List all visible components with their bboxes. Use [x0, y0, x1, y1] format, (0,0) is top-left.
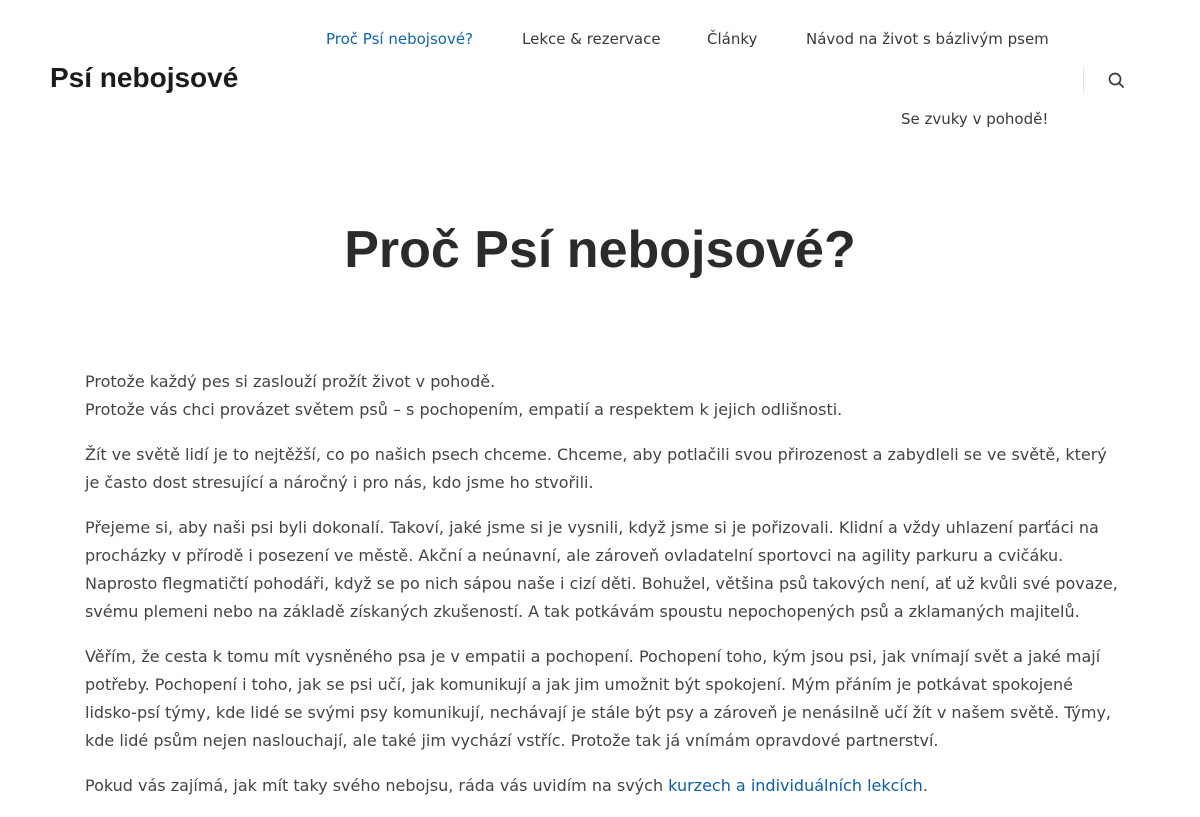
nav-item-clanky[interactable]: Články [707, 30, 758, 48]
cta-period: . [922, 776, 928, 795]
intro-paragraph [85, 368, 1125, 424]
nav-item-navod[interactable]: Návod na život s bázlivým psem [806, 30, 1049, 48]
courses-link[interactable]: kurzech a individuálních lekcích [668, 776, 923, 795]
page-title: Proč Psí nebojsové? [344, 221, 856, 279]
nav-divider [1083, 67, 1084, 93]
paragraph-pokud-vas-zajima [85, 772, 1125, 800]
paragraph-zit-ve-svete: Žít ve světě lidí je to nejtěžší, co po našich psech chceme. Chceme, aby potlačili svou přirozenost a zabydleli se ve světě, který je často dost stresující a náročný i pro nás, kdo jsme ho stvořili. [85, 445, 1107, 492]
site-title[interactable]: Psí nebojsové [50, 62, 239, 93]
intro-line-1: Protože každý pes si zaslouží prožít život v pohodě. [85, 372, 496, 391]
nav-item-lekce-rezervace[interactable]: Lekce & rezervace [522, 30, 661, 48]
search-icon [1105, 69, 1127, 91]
paragraph-verim: Věřím, že cesta k tomu mít vysněného psa je v empatii a pochopení. Pochopení toho, kým jsou psi, jak vnímají svět a jaké mají potřeby. Pochopení i toho, jak se psi učí, jak komunikují a jak jim umožnit být spokojení. Mým přáním je potkávat spokojené lidsko-psí týmy, kde lidé se svými psy komunikují, nechávají je stále být psy a zároveň je nenásilně učí žít v našem světě. Týmy, kde lidé psům nejen naslouchají, ale také jim vychází vstříc. Protože tak já vnímám opravdové partnerství. [85, 647, 1112, 750]
nav-item-proc-psi-nebojsove[interactable]: Proč Psí nebojsové? [326, 30, 474, 48]
article-content [85, 368, 1125, 817]
intro-line-2: Protože vás chci provázet světem psů – s pochopením, empatií a respektem k jejich odlišnosti. [85, 400, 843, 419]
nav-item-se-zvuky[interactable]: Se zvuky v pohodě! [901, 110, 1049, 128]
paragraph-prejeme-si: Přejeme si, aby naši psi byli dokonalí. Takoví, jaké jsme si je vysnili, když jsme si je pořizovali. Klidní a vždy uhlazení parťáci na procházky v přírodě i posezení ve městě. Akční a neúnavní, ale zároveň ovladatelní sportovci na agility parkuru a cvičáku. Naprosto flegmatičtí pohodáři, když se po nich sápou naše i cizí děti. Bohužel, většina psů takových není, ať už kvůli své povaze, svému plemeni nebo na základě získaných zkušeností. A tak potkávám spoustu nepochopených psů a zklamaných majitelů. [85, 518, 1118, 621]
search-button[interactable] [1105, 69, 1127, 91]
cta-text: Pokud vás zajímá, jak mít taky svého nebojsu, ráda vás uvidím na svých [85, 776, 669, 795]
